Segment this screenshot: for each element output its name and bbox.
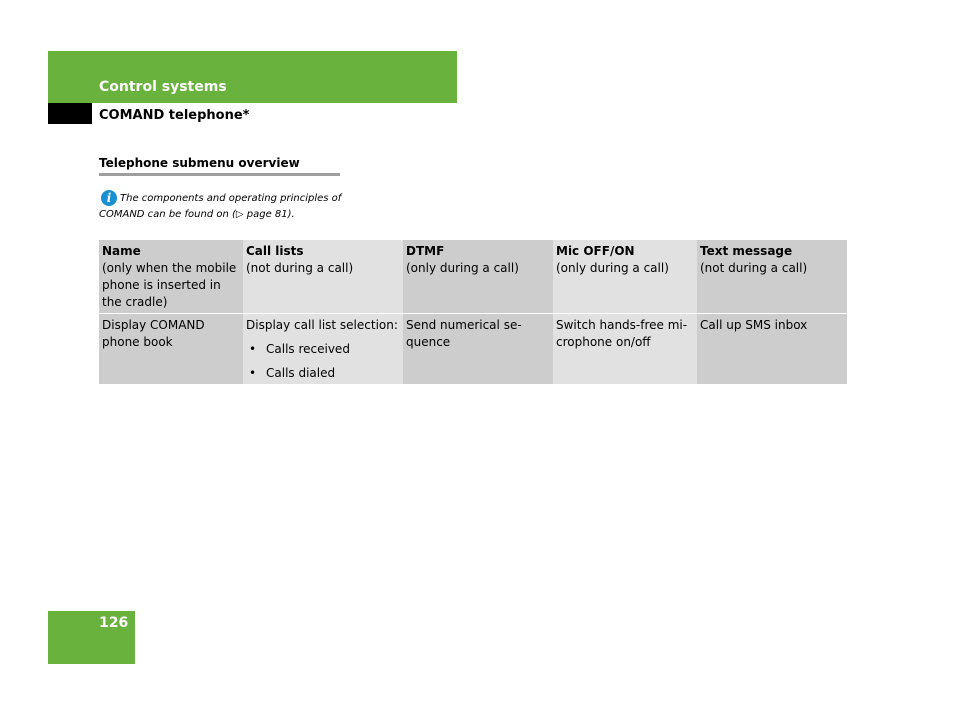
- info-icon: i: [101, 190, 117, 206]
- column-title: Call lists: [246, 244, 304, 258]
- column-note: (only when the mobile phone is inserted in the cradle): [102, 261, 237, 309]
- info-note-text: The components and operating principles of COMAND can be found on (▷ page 81).: [99, 193, 342, 220]
- header-band: [48, 51, 457, 103]
- column-note: (only during a call): [556, 261, 669, 275]
- column-note: (not during a call): [246, 261, 354, 275]
- header-cell-name: [99, 240, 243, 314]
- body-cell-mic: [553, 314, 697, 384]
- list-item: • Calls received: [246, 341, 400, 358]
- body-cell-call-lists: [243, 314, 403, 384]
- header-cell-mic: [553, 240, 697, 314]
- column-note: (only during a call): [406, 261, 519, 275]
- column-note: (not during a call): [700, 261, 808, 275]
- header-cell-call-lists: [243, 240, 403, 314]
- body-cell-text-message: [697, 314, 847, 384]
- section-title: Control systems: [99, 79, 227, 95]
- submenu-heading: Telephone submenu overview: [99, 156, 300, 170]
- header-cell-dtmf: [403, 240, 553, 314]
- body-cell-dtmf: [403, 314, 553, 384]
- cell-text: Call up SMS inbox: [700, 318, 808, 332]
- cell-text: Send numerical se-quence: [406, 318, 522, 349]
- submenu-table: [99, 240, 847, 384]
- header-cell-text-message: [697, 240, 847, 314]
- heading-underline: [99, 173, 340, 176]
- page-number: 126: [99, 615, 129, 631]
- body-cell-name: [99, 314, 243, 384]
- sub-title: COMAND telephone*: [99, 108, 250, 123]
- section-tab-marker: [48, 103, 92, 124]
- info-note: [99, 191, 349, 222]
- cell-text: Switch hands-free mi-crophone on/off: [556, 318, 688, 349]
- column-title: Mic OFF/ON: [556, 244, 635, 258]
- call-list-options: [246, 341, 400, 382]
- list-item: • Calls dialed: [246, 365, 400, 382]
- column-title: Text message: [700, 244, 793, 258]
- column-title: Name: [102, 244, 141, 258]
- column-title: DTMF: [406, 244, 445, 258]
- cell-text: Display call list selection:: [246, 318, 398, 332]
- cell-text: Display COMAND phone book: [102, 318, 205, 349]
